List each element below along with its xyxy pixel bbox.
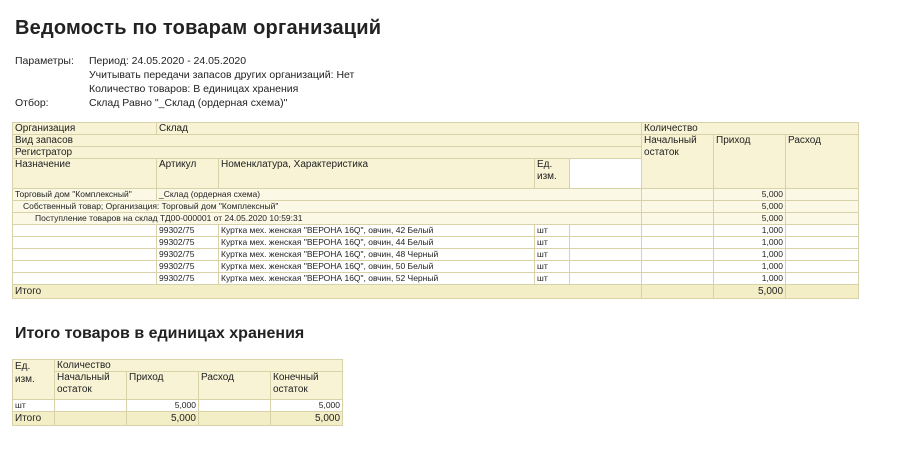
row-unit: шт bbox=[535, 261, 570, 273]
filter-param: Склад Равно "_Склад (ордерная схема)" bbox=[89, 97, 288, 109]
group-registrar: Поступление товаров на склад ТД00-000001 от 24.05.2020 10:59:31 bbox=[13, 213, 642, 225]
table-row bbox=[13, 261, 859, 273]
header-expense: Расход bbox=[786, 135, 859, 189]
row-income: 1,000 bbox=[714, 225, 786, 237]
row-nomenclature: Куртка мех. женская "ВЕРОНА 16Q", овчин, 42 Белый bbox=[219, 225, 535, 237]
total-label: Итого bbox=[13, 285, 642, 299]
table-row bbox=[13, 237, 859, 249]
group-row bbox=[13, 189, 859, 201]
params-label: Параметры: bbox=[15, 55, 74, 67]
header-quantity: Количество bbox=[642, 123, 859, 135]
summary-header-income: Приход bbox=[127, 372, 199, 400]
total-income: 5,000 bbox=[714, 285, 786, 299]
summary-total-row bbox=[13, 412, 343, 426]
table-row bbox=[13, 273, 859, 285]
header-purpose: Назначение bbox=[13, 159, 157, 189]
summary-heading: Итого товаров в единицах хранения bbox=[15, 325, 305, 342]
row-unit: шт bbox=[535, 237, 570, 249]
group-row bbox=[13, 201, 859, 213]
row-unit: шт bbox=[535, 273, 570, 285]
row-unit: шт bbox=[535, 249, 570, 261]
row-article: 99302/75 bbox=[157, 237, 219, 249]
period-param: Период: 24.05.2020 - 24.05.2020 bbox=[89, 55, 247, 67]
row-nomenclature: Куртка мех. женская "ВЕРОНА 16Q", овчин, 48 Черный bbox=[219, 249, 535, 261]
row-article: 99302/75 bbox=[157, 273, 219, 285]
header-stock-type: Вид запасов bbox=[13, 135, 642, 147]
row-income: 1,000 bbox=[714, 249, 786, 261]
header-article: Артикул bbox=[157, 159, 219, 189]
summary-total-income: 5,000 bbox=[127, 412, 199, 426]
row-nomenclature: Куртка мех. женская "ВЕРОНА 16Q", овчин, 52 Черный bbox=[219, 273, 535, 285]
summary-total-label: Итого bbox=[13, 412, 55, 426]
row-article: 99302/75 bbox=[157, 249, 219, 261]
summary-header-start: Начальный остаток bbox=[55, 372, 127, 400]
row-article: 99302/75 bbox=[157, 261, 219, 273]
row-unit: шт bbox=[535, 225, 570, 237]
row-article: 99302/75 bbox=[157, 225, 219, 237]
group-stock-type: Собственный товар; Организация: Торговый дом "Комплексный" bbox=[13, 201, 642, 213]
group-income: 5,000 bbox=[714, 201, 786, 213]
group-income: 5,000 bbox=[714, 189, 786, 201]
table-row bbox=[13, 225, 859, 237]
summary-header-quantity: Количество bbox=[55, 360, 343, 372]
transfer-param: Учитывать передачи запасов других организаций: Нет bbox=[89, 69, 355, 81]
report-title: Ведомость по товарам организаций bbox=[15, 17, 382, 39]
row-income: 1,000 bbox=[714, 273, 786, 285]
header-registrar: Регистратор bbox=[13, 147, 642, 159]
group-income: 5,000 bbox=[714, 213, 786, 225]
row-income: 1,000 bbox=[714, 237, 786, 249]
group-warehouse: _Склад (ордерная схема) bbox=[157, 189, 642, 201]
row-nomenclature: Куртка мех. женская "ВЕРОНА 16Q", овчин, 50 Белый bbox=[219, 261, 535, 273]
header-income: Приход bbox=[714, 135, 786, 189]
header-nomenclature: Номенклатура, Характеристика bbox=[219, 159, 535, 189]
summary-header-expense: Расход bbox=[199, 372, 271, 400]
header-warehouse: Склад bbox=[157, 123, 642, 135]
summary-header-unit: Ед. изм. bbox=[13, 360, 55, 400]
group-row bbox=[13, 213, 859, 225]
table-row bbox=[13, 249, 859, 261]
header-start: Начальный остаток bbox=[642, 135, 714, 189]
header-org: Организация bbox=[13, 123, 157, 135]
summary-row-end: 5,000 bbox=[271, 400, 343, 412]
main-report-table bbox=[12, 122, 859, 299]
group-org: Торговый дом "Комплексный" bbox=[13, 189, 157, 201]
summary-header-end: Конечный остаток bbox=[271, 372, 343, 400]
row-income: 1,000 bbox=[714, 261, 786, 273]
filter-label: Отбор: bbox=[15, 97, 49, 109]
quantity-param: Количество товаров: В единицах хранения bbox=[89, 83, 299, 95]
summary-row-unit: шт bbox=[13, 400, 55, 412]
summary-table bbox=[12, 359, 343, 426]
row-nomenclature: Куртка мех. женская "ВЕРОНА 16Q", овчин, 44 Белый bbox=[219, 237, 535, 249]
summary-row-income: 5,000 bbox=[127, 400, 199, 412]
header-unit: Ед. изм. bbox=[535, 159, 570, 189]
summary-row bbox=[13, 400, 343, 412]
total-row bbox=[13, 285, 859, 299]
summary-total-end: 5,000 bbox=[271, 412, 343, 426]
report-parameters bbox=[15, 54, 354, 110]
